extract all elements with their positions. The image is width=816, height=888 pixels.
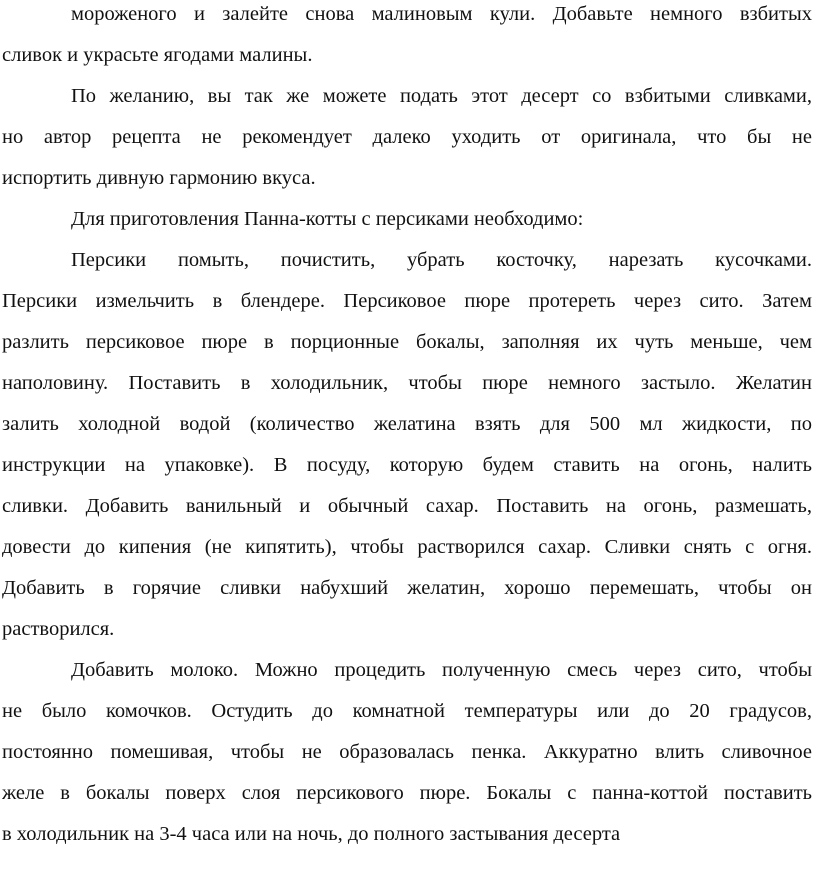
paragraph-3 <box>2 199 812 240</box>
text-line: Добавить в горячие сливки набухший желатин, хорошо перемешать, чтобы он <box>2 577 812 599</box>
text-line: мороженого и залейте снова малиновым кули. Добавьте немного взбитых <box>71 3 812 25</box>
text-line: растворился. <box>2 618 115 640</box>
text-line: наполовину. Поставить в холодильник, чтобы пюре немного застыло. Желатин <box>2 372 812 394</box>
text-line: сливок и украсьте ягодами малины. <box>2 44 313 66</box>
text-line: сливки. Добавить ванильный и обычный сахар. Поставить на огонь, размешать, <box>2 495 812 517</box>
text-line: инструкции на упаковке). В посуду, которую будем ставить на огонь, налить <box>2 454 812 476</box>
text-line: Персики измельчить в блендере. Персиковое пюре протереть через сито. Затем <box>2 290 812 312</box>
text-line: разлить персиковое пюре в порционные бокалы, заполняя их чуть меньше, чем <box>2 331 812 353</box>
text-line: но автор рецепта не рекомендует далеко уходить от оригинала, что бы не <box>2 126 812 148</box>
paragraph-5 <box>2 650 812 855</box>
text-line: в холодильник на 3-4 часа или на ночь, до полного застывания десерта <box>2 823 621 845</box>
text-line: испортить дивную гармонию вкуса. <box>2 167 316 189</box>
paragraph-4 <box>2 240 812 650</box>
text-line: Добавить молоко. Можно процедить полученную смесь через сито, чтобы <box>71 659 812 681</box>
paragraph-1 <box>2 0 812 76</box>
text-line: желе в бокалы поверх слоя персикового пюре. Бокалы с панна-коттой поставить <box>2 782 812 804</box>
paragraph-2 <box>2 76 812 199</box>
text-line: Персики помыть, почистить, убрать косточку, нарезать кусочками. <box>71 249 812 271</box>
text-line: довести до кипения (не кипятить), чтобы растворился сахар. Сливки снять с огня. <box>2 536 812 558</box>
text-line: не было комочков. Остудить до комнатной температуры или до 20 градусов, <box>2 700 812 722</box>
text-line: Для приготовления Панна-котты с персиками необходимо: <box>71 208 584 230</box>
text-line: залить холодной водой (количество желатина взять для 500 мл жидкости, по <box>2 413 812 435</box>
text-line: По желанию, вы так же можете подать этот десерт со взбитыми сливками, <box>71 85 812 107</box>
text-line: постоянно помешивая, чтобы не образовалась пенка. Аккуратно влить сливочное <box>2 741 812 763</box>
